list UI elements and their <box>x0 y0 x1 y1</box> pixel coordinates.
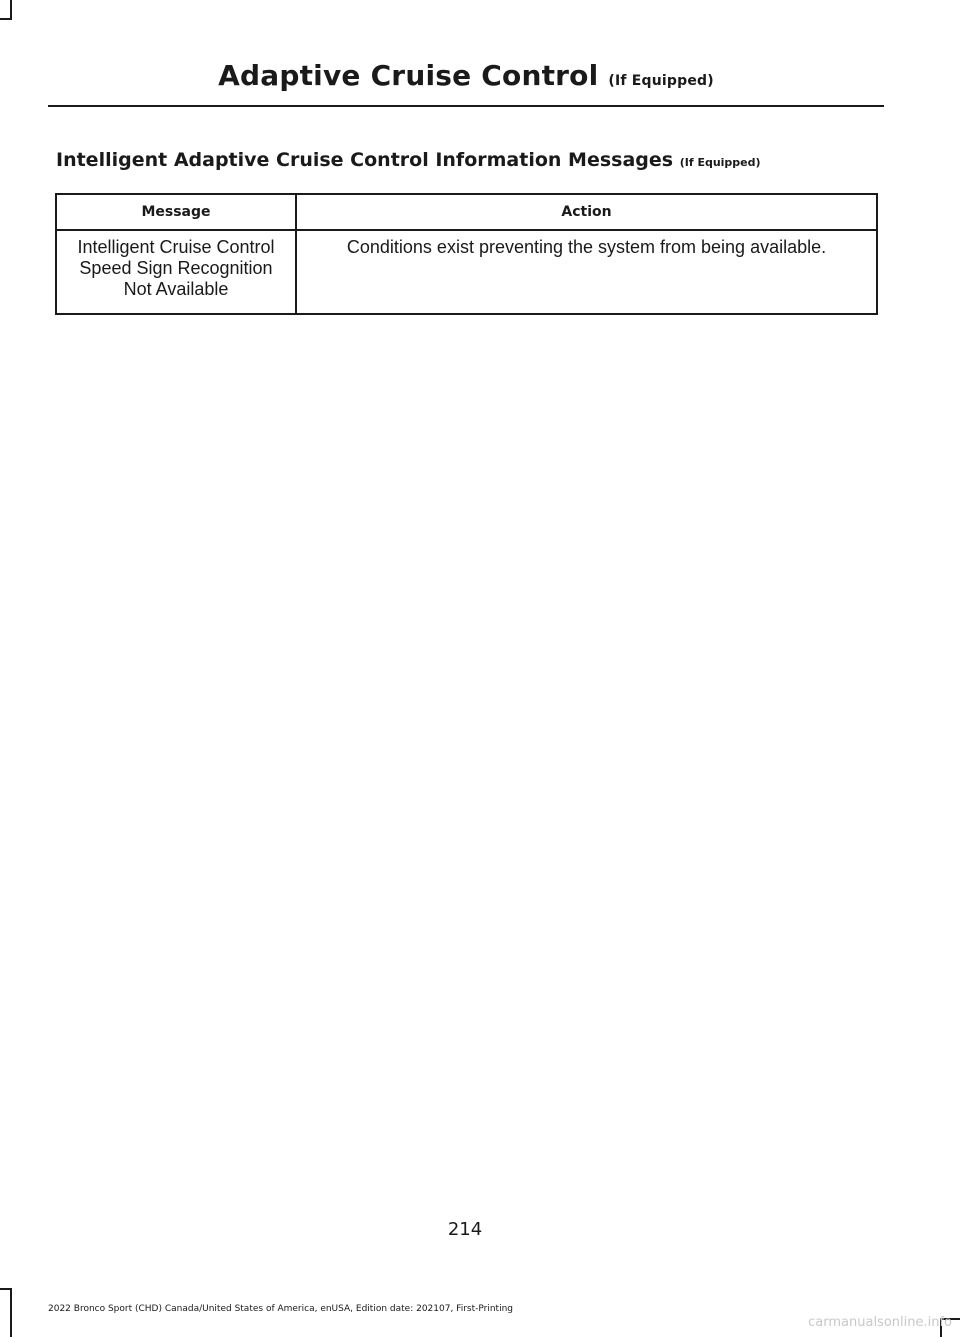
column-header-action: Action <box>296 194 877 230</box>
message-line: Speed Sign Recognition <box>79 258 273 278</box>
crop-mark-bottom-left <box>10 1288 12 1337</box>
table-header-row <box>56 194 877 230</box>
page-number: 214 <box>447 1219 483 1240</box>
information-messages-table <box>55 193 878 315</box>
column-header-message: Message <box>56 194 296 230</box>
message-line: Intelligent Cruise Control <box>77 237 275 257</box>
edition-footer: 2022 Bronco Sport (CHD) Canada/United States of America, enUSA, Edition date: 202107, First-Printing <box>48 1304 513 1314</box>
watermark-text: carmanualsonline.info <box>808 1315 952 1330</box>
header-divider <box>48 105 884 107</box>
page-header-suffix: (If Equipped) <box>608 73 714 89</box>
crop-mark-top-left-horizontal <box>0 18 12 20</box>
section-title-text: Intelligent Adaptive Cruise Control Information Messages <box>56 149 674 171</box>
message-cell <box>56 230 296 314</box>
section-title-suffix: (If Equipped) <box>679 156 761 169</box>
page-header <box>48 56 884 101</box>
page-header-title: Adaptive Cruise Control <box>218 59 599 92</box>
message-line: Not Available <box>123 279 229 299</box>
crop-mark-top-left <box>10 0 12 20</box>
section-title <box>56 145 761 178</box>
action-cell: Conditions exist preventing the system from being available. <box>296 230 877 314</box>
table-row <box>56 230 877 314</box>
crop-mark-bottom-left-horizontal <box>0 1288 12 1290</box>
